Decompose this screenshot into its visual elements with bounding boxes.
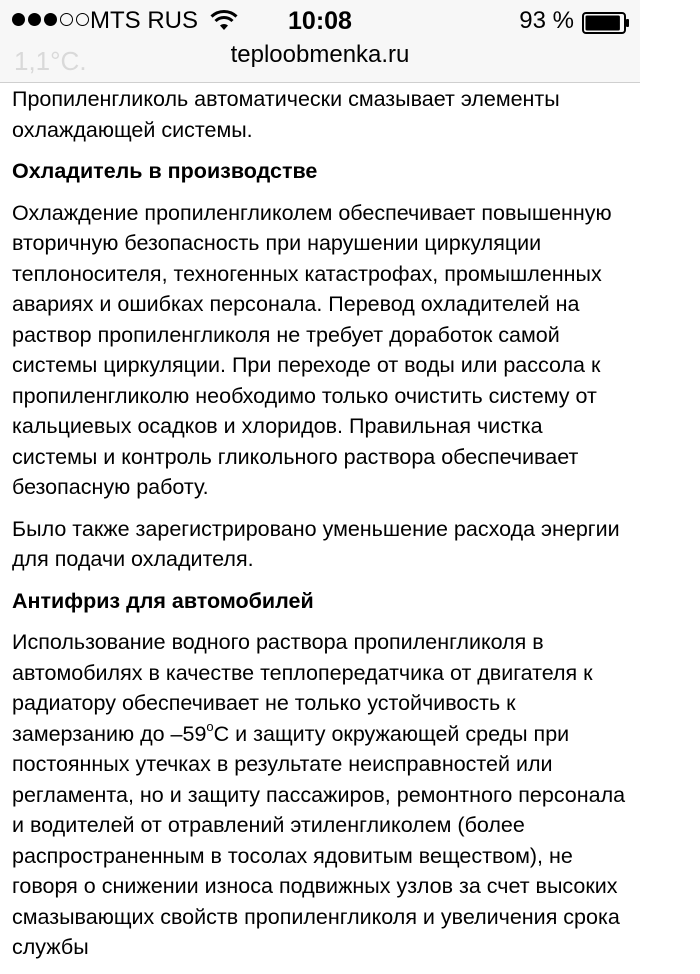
clock: 10:08: [288, 7, 352, 35]
heading-production-coolant: Охладитель в производстве: [12, 159, 318, 183]
browser-header: [0, 0, 640, 83]
antifreeze-text-end: С и защиту окружающей среды при постоянных утечках в результате неисправностей или регламента, но и защиту пассажиров, ремонтного персонала и водителей от отравлений этиленгликолем (более распространенным в тосолах ядовитым веществом), не говоря о снижении износа подвижных узлов за счет высоких смазывающих свойств пропиленгликоля и увеличения срока службы: [12, 721, 626, 959]
address-bar-url[interactable]: teploobmenka.ru: [230, 41, 410, 68]
status-bar: [0, 4, 640, 38]
scrolled-text-line2: 1,1°С.: [14, 46, 87, 76]
degree-superscript: о: [206, 718, 214, 734]
battery-icon: [582, 12, 630, 34]
antifreeze-text-start: Использование водного раствора пропиленгликоля в автомобилях в качестве теплопередатчика от двигателя к радиатору обеспечивает не только устойчивость к замерзанию до –59: [12, 630, 593, 746]
paragraph-lubrication: Пропиленгликоль автоматически смазывает элементы охлаждающей системы.: [12, 87, 560, 142]
heading-car-antifreeze: Антифриз для автомобилей: [12, 588, 314, 613]
paragraph-car-antifreeze: [12, 627, 630, 963]
carrier-name: MTS RUS: [90, 7, 198, 34]
paragraph-production-coolant: Охлаждение пропиленгликолем обеспечивает повышенную вторичную безопасность при нарушении циркуляции теплоносителя, техногенных катастрофах, промышленных авариях и ошибках персонала. Перевод охладителей на раствор пропиленгликоля не требует доработок самой системы циркуляции. При переходе от воды или рассола к пропиленгликолю необходимо только очистить систему от кальциевых осадков и хлоридов. Правильная чистка системы и контроль гликольного раствора обеспечивает безопасную работу.: [12, 200, 612, 499]
article-content: [12, 84, 630, 974]
paragraph-energy-reduction: Было также зарегистрировано уменьшение расхода энергии для подачи охладителя.: [12, 516, 620, 571]
battery-percentage: 93 %: [519, 7, 574, 34]
